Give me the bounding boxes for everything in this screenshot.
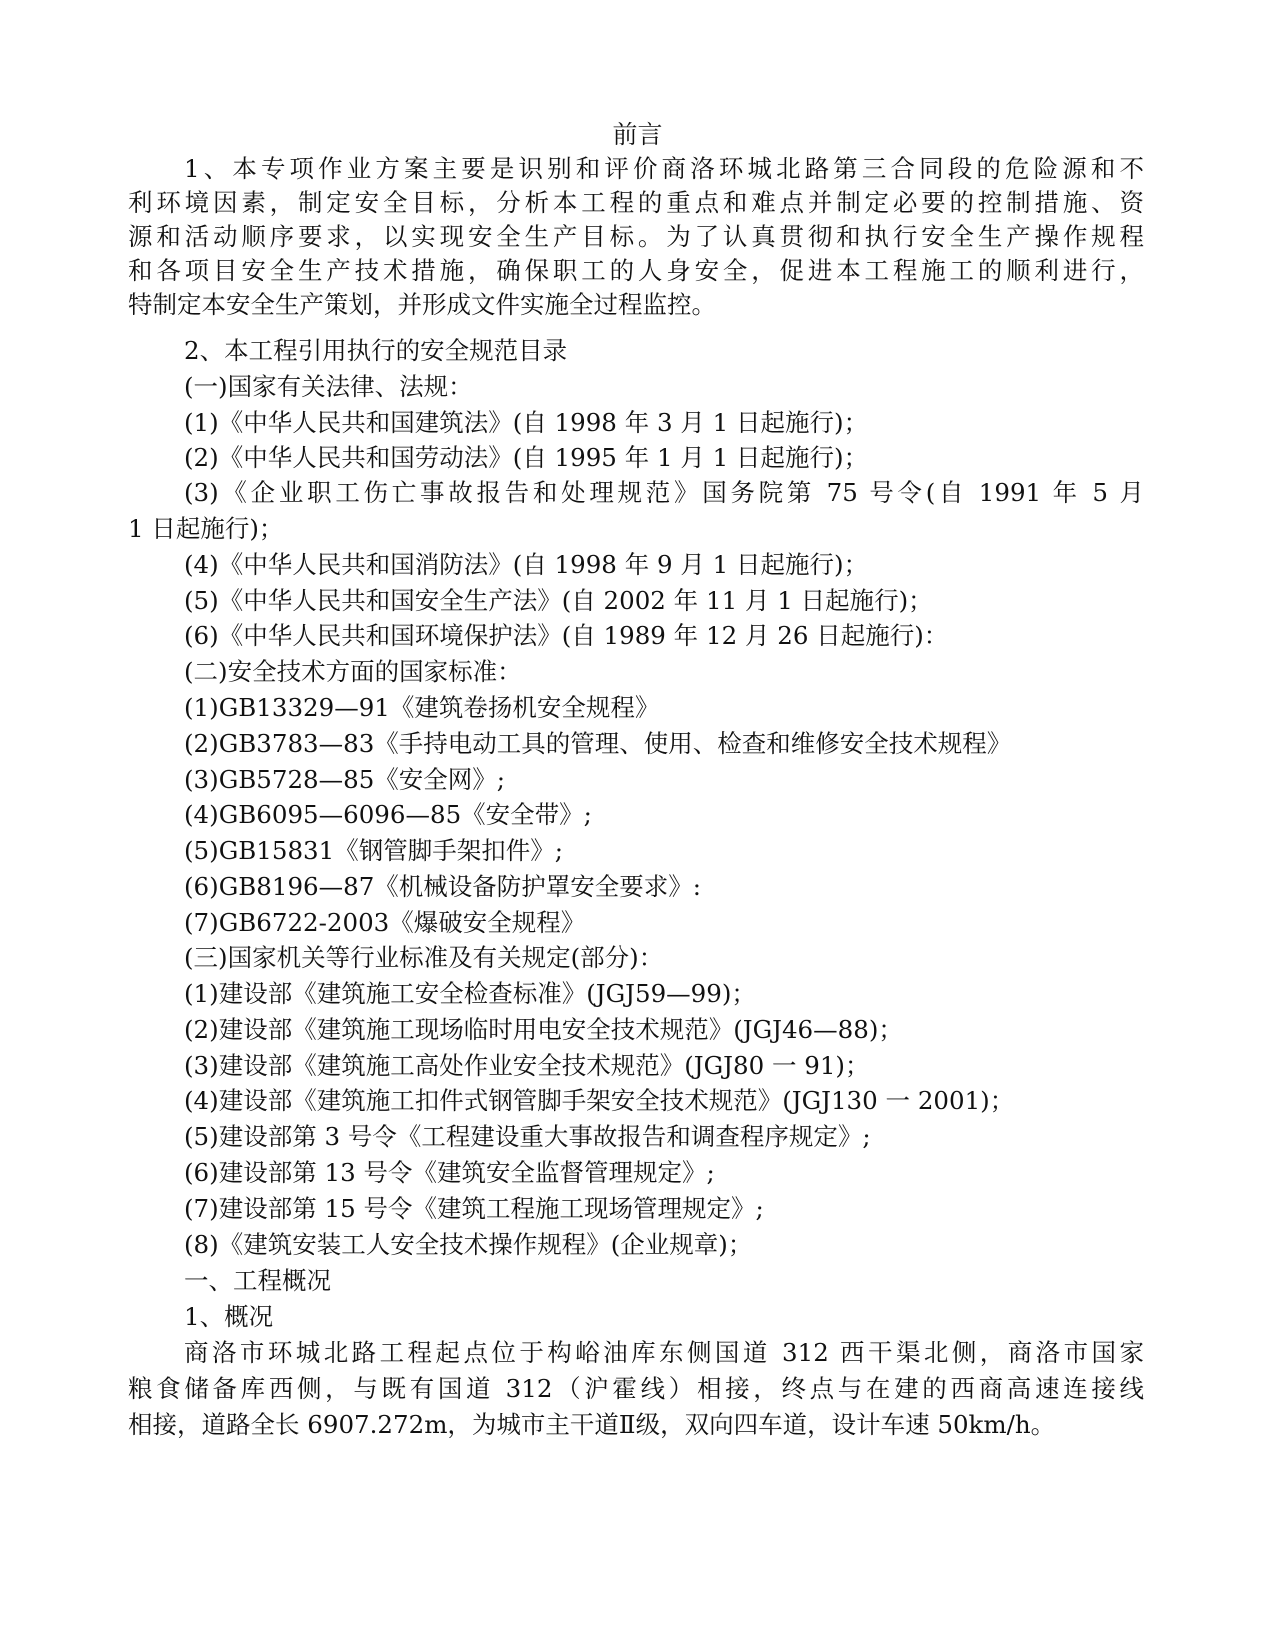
list-item: (4)建设部《建筑施工扣件式钢管脚手架安全技术规范》(JGJ130 一 2001)； [184, 1086, 1015, 1115]
list-item: (5)建设部第 3 号令《工程建设重大事故报告和调查程序规定》; [184, 1122, 871, 1151]
paragraph-line: 和各项目安全生产技术措施，确保职工的人身安全，促进本工程施工的顺利进行， [128, 256, 1144, 285]
subsection-heading: (三)国家机关等行业标准及有关规定(部分)： [184, 943, 664, 972]
list-item: (3)GB5728—85《安全网》; [184, 765, 506, 794]
paragraph-line: 粮食储备库西侧，与既有国道 312（沪霍线）相接，终点与在建的西商高速连接线 [128, 1374, 1144, 1403]
list-item: (5)《中华人民共和国安全生产法》(自 2002 年 11 月 1 日起施行)； [184, 586, 933, 615]
list-item: (4)《中华人民共和国消防法》(自 1998 年 9 月 1 日起施行)； [184, 550, 869, 579]
list-item: (1)《中华人民共和国建筑法》(自 1998 年 3 月 1 日起施行)； [184, 408, 869, 437]
list-item: (6)GB8196—87《机械设备防护罩安全要求》: [184, 872, 702, 901]
list-item: (2)GB3783—83《手持电动工具的管理、使用、检查和维修安全技术规程》 [184, 729, 1012, 758]
list-item: (3)《企业职工伤亡事故报告和处理规范》国务院第 75 号令(自 1991 年 5 月 [184, 478, 1144, 507]
paragraph-line: 特制定本安全生产策划，并形成文件实施全过程监控。 [128, 290, 716, 319]
list-item: (1)建设部《建筑施工安全检查标准》(JGJ59—99)； [184, 979, 756, 1008]
subsection-heading: (一)国家有关法律、法规： [184, 372, 473, 401]
subsection-heading: 1、概况 [184, 1302, 274, 1331]
list-item: (6)建设部第 13 号令《建筑安全监督管理规定》; [184, 1158, 715, 1187]
list-item: (8)《建筑安装工人安全技术操作规程》(企业规章)； [184, 1230, 753, 1259]
list-item: (7)GB6722-2003《爆破安全规程》 [184, 908, 586, 937]
list-item: (7)建设部第 15 号令《建筑工程施工现场管理规定》; [184, 1194, 764, 1223]
paragraph-line: 1、本专项作业方案主要是识别和评价商洛环城北路第三合同段的危险源和不 [184, 154, 1144, 183]
list-item: (1)GB13329—91《建筑卷扬机安全规程》 [184, 693, 660, 722]
list-item: (4)GB6095—6096—85《安全带》; [184, 800, 592, 829]
list-item: (5)GB15831《钢管脚手架扣件》; [184, 836, 563, 865]
document-title: 前言 [612, 120, 663, 149]
list-item: (2)建设部《建筑施工现场临时用电安全技术规范》(JGJ46—88)； [184, 1015, 903, 1044]
list-item: (3)建设部《建筑施工高处作业安全技术规范》(JGJ80 一 91)； [184, 1051, 870, 1080]
list-item: (2)《中华人民共和国劳动法》(自 1995 年 1 月 1 日起施行)； [184, 443, 869, 472]
list-item: (6)《中华人民共和国环境保护法》(自 1989 年 12 月 26 日起施行)： [184, 621, 949, 650]
list-item-continuation: 1 日起施行)； [128, 514, 284, 543]
paragraph-line: 相接，道路全长 6907.272m，为城市主干道Ⅱ级，双向四车道，设计车速 50km/h。 [128, 1410, 1056, 1439]
paragraph-line: 商洛市环城北路工程起点位于构峪油库东侧国道 312 西干渠北侧，商洛市国家 [184, 1338, 1144, 1367]
paragraph-line: 源和活动顺序要求，以实现安全生产目标。为了认真贯彻和执行安全生产操作规程 [128, 222, 1144, 251]
paragraph-line: 利环境因素，制定安全目标，分析本工程的重点和难点并制定必要的控制措施、资 [128, 188, 1144, 217]
section-heading: 一、工程概况 [184, 1266, 331, 1295]
section-heading: 2、本工程引用执行的安全规范目录 [184, 336, 568, 365]
subsection-heading: (二)安全技术方面的国家标准： [184, 657, 522, 686]
